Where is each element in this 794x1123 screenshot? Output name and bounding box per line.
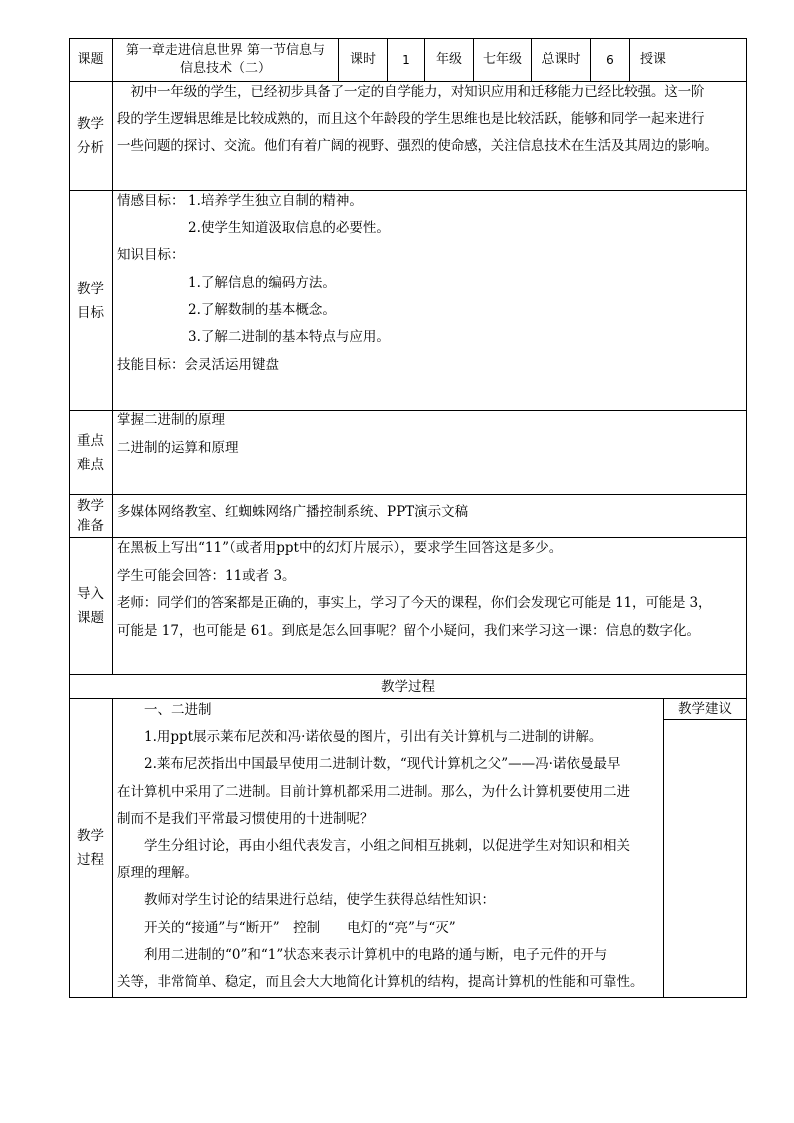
key-point-1: 掌握二进制的原理 (117, 412, 225, 428)
process-line: 在计算机中采用了二进制。目前计算机都采用二进制。那么，为什么计算机要使用二进 (117, 783, 630, 800)
topic-label: 课题 (77, 51, 104, 67)
total-hours-value: 6 (606, 52, 614, 67)
emotion-goal-1: 1.培养学生独立自制的精神。 (188, 193, 363, 209)
process-line: 原理的理解。 (117, 865, 198, 882)
process-line: 教师对学生讨论的结果进行总结，使学生获得总结性知识： (117, 892, 495, 909)
emotion-goal-2: 2.使学生知道汲取信息的必要性。 (188, 220, 390, 236)
topic-title (113, 40, 338, 80)
process-line: 制而不是我们平常最习惯使用的十进制呢？ (117, 810, 374, 827)
suggestion-divider (663, 719, 747, 720)
table-border-bottom (69, 997, 747, 998)
row-divider (69, 190, 747, 191)
process-label: 教学 过程 (77, 828, 104, 868)
process-line: 一、二进制 (117, 702, 212, 718)
label-column-divider (112, 698, 113, 998)
grade-label: 年级 (435, 51, 462, 67)
skill-goal: 技能目标：会灵活运用键盘 (117, 357, 279, 373)
goals-label: 教学 目标 (77, 280, 104, 321)
process-line: 利用二进制的“0”和“1”状态来表示计算机中的电路的通与断，电子元件的开与 (117, 946, 608, 963)
process-line: 关等，非常简单、稳定，而且会大大地简化计算机的结构，提高计算机的性能和可靠性。 (117, 974, 644, 991)
knowledge-goal-3: 3.了解二进制的基本特点与应用。 (188, 329, 390, 345)
lesson-plan-table (69, 38, 747, 998)
key-points-label: 重点 难点 (77, 432, 104, 473)
hours-label: 课时 (349, 51, 376, 67)
knowledge-goal-label: 知识目标： (117, 247, 185, 263)
lesson-label: 授课 (639, 51, 666, 67)
analysis-text (117, 79, 743, 160)
table-border-right (746, 38, 747, 998)
hours-value: 1 (402, 52, 410, 67)
emotion-goal-label: 情感目标： (117, 193, 185, 209)
process-line: 开关的“接通”与“断开” 控制 电灯的“亮”与“灭” (117, 919, 456, 936)
process-line: 1.用ppt展示莱布尼茨和冯·诺依曼的图片，引出有关计算机与二进制的讲解。 (117, 729, 603, 746)
intro-line-1: 在黑板上写出“11”（或者用ppt中的幻灯片展示），要求学生回答这是多少。 (117, 540, 563, 556)
intro-line-3: 老师：同学们的答案都是正确的，事实上，学习了今天的课程，你们会发现它可能是 11，可能是 3， (117, 595, 712, 611)
row-divider (69, 494, 747, 495)
analysis-line: 段的学生逻辑思维是比较成熟的，而且这个年龄段的学生思维也是比较活跃，能够和同学一起来进行 (117, 111, 705, 127)
process-line: 2.莱布尼茨指出中国最早使用二进制计数，“现代计算机之父”——冯·诺依曼最早 (117, 756, 621, 773)
total-hours-label: 总课时 (541, 51, 581, 67)
process-section-title: 教学过程 (381, 679, 435, 695)
grade-value: 七年级 (482, 51, 522, 67)
suggestion-header: 教学建议 (678, 701, 732, 717)
suggestion-column-divider (663, 698, 664, 998)
preparation-text: 多媒体网络教室、红蜘蛛网络广播控制系统、PPT演示文稿 (117, 504, 469, 520)
intro-line-4: 可能是 17，也可能是 61。到底是怎么回事呢？留个小疑问，我们来学习这一课：信息的数字化。 (117, 623, 700, 639)
topic-title-line2: 信息技术（二） (179, 61, 271, 76)
process-text (117, 697, 661, 996)
analysis-line: 初中一年级的学生，已经初步具备了一定的自学能力，对知识应用和迁移能力已经比较强。这一阶 (117, 84, 705, 100)
label-column-divider (112, 38, 113, 674)
topic-title-line1: 第一章走进信息世界 第一节信息与 (125, 43, 326, 58)
knowledge-goal-2: 2.了解数制的基本概念。 (188, 302, 336, 318)
analysis-label: 教学 分析 (77, 116, 104, 156)
process-line: 学生分组讨论，再由小组代表发言，小组之间相互挑刺，以促进学生对知识和相关 (117, 838, 630, 855)
preparation-label: 教学 准备 (77, 498, 104, 534)
row-divider (69, 537, 747, 538)
row-divider (69, 674, 747, 675)
analysis-line: 一些问题的探讨、交流。他们有着广阔的视野、强烈的使命感，关注信息技术在生活及其周边的影响。 (117, 138, 718, 154)
knowledge-goal-1: 1.了解信息的编码方法。 (188, 275, 336, 291)
intro-label: 导入 课题 (77, 586, 104, 626)
intro-line-2: 学生可能会回答：11或者 3。 (117, 568, 296, 584)
key-point-2: 二进制的运算和原理 (117, 440, 239, 456)
